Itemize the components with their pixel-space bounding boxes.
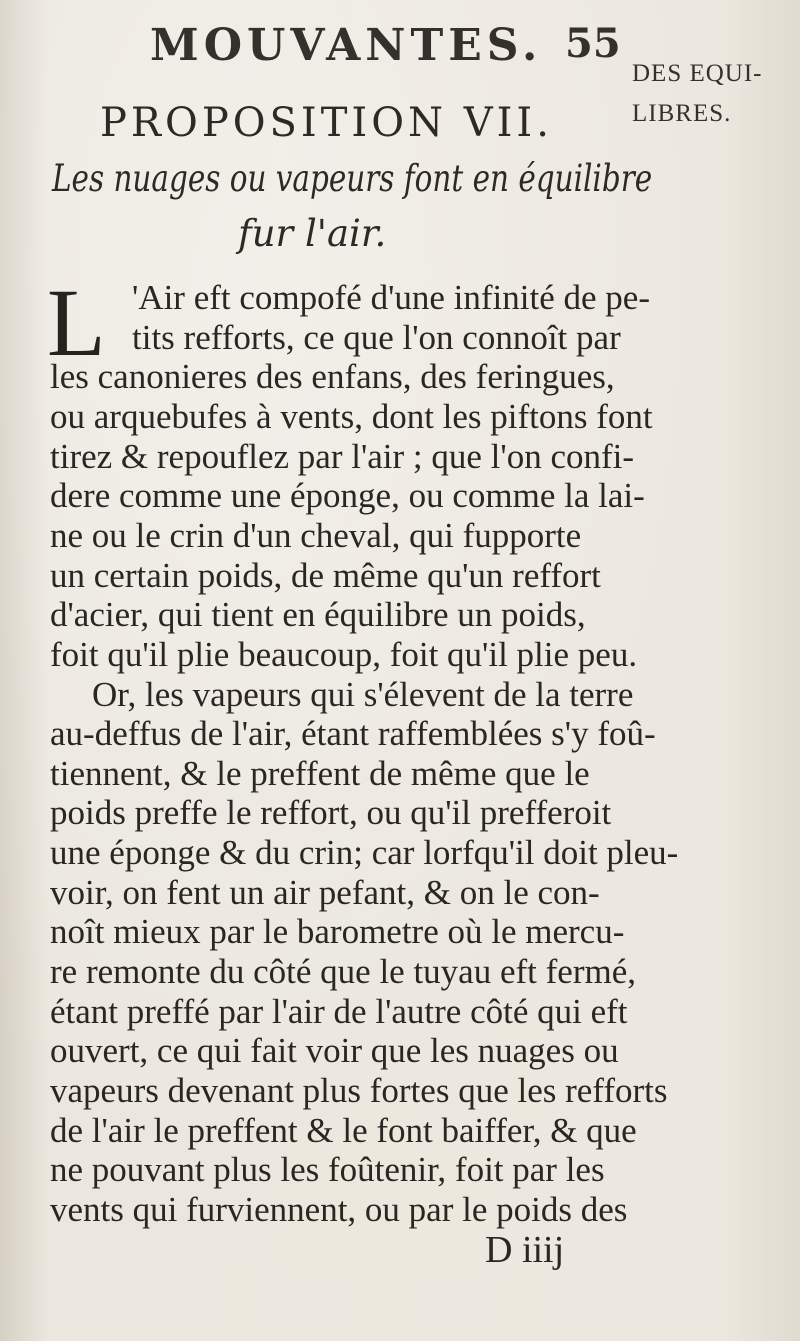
text-line-8: un certain poids, de même qu'un reffort bbox=[50, 555, 601, 595]
text-line-16: voir, on fent un air pefant, & on le con- bbox=[50, 872, 600, 912]
text-line-17: noît mieux par le barometre où le mercu- bbox=[50, 912, 625, 952]
proposition-heading: PROPOSITION VII. bbox=[100, 100, 553, 146]
text-line-22: de l'air le preffent & le font baiffer, & que bbox=[50, 1110, 637, 1150]
text-line-21: vapeurs devenant plus fortes que les refforts bbox=[50, 1071, 668, 1111]
text-line-3: les canonieres des enfans, des feringues, bbox=[50, 357, 615, 397]
proposition-subtitle-line-2: fur l'air. bbox=[238, 212, 387, 255]
page-number: 55 bbox=[565, 20, 621, 67]
text-line-12: au-deffus de l'air, étant raffemblées s'y foû- bbox=[50, 714, 656, 754]
text-line-2: tits refforts, ce que l'on connoît par bbox=[132, 317, 621, 357]
text-line-7: ne ou le crin d'un cheval, qui fupporte bbox=[50, 515, 582, 555]
text-line-13: tiennent, & le preffent de même que le bbox=[50, 753, 590, 793]
running-title: MOUVANTES. bbox=[150, 20, 543, 71]
text-line-11: Or, les vapeurs qui s'élevent de la terre bbox=[92, 674, 634, 714]
text-line-20: ouvert, ce qui fait voir que les nuages ou bbox=[50, 1031, 619, 1071]
text-line-14: poids preffe le reffort, ou qu'il prefferoit bbox=[50, 793, 612, 833]
text-line-9: d'acier, qui tient en équilibre un poids, bbox=[50, 595, 586, 635]
signature-mark: D iiij bbox=[485, 1228, 565, 1271]
margin-note-line-1: DES EQUI- bbox=[632, 60, 763, 87]
text-line-23: ne pouvant plus les foûtenir, foit par les bbox=[50, 1150, 605, 1190]
text-line-1: 'Air eft compofé d'une infinité de pe- bbox=[132, 278, 650, 317]
text-line-19: étant preffé par l'air de l'autre côté qui eft bbox=[50, 991, 628, 1031]
text-line-15: une éponge & du crin; car lorfqu'il doit pleu- bbox=[50, 833, 679, 873]
text-line-18: re remonte du côté que le tuyau eft fermé, bbox=[50, 952, 636, 992]
margin-note-line-2: LIBRES. bbox=[632, 100, 732, 127]
text-line-5: tirez & repouflez par l'air ; que l'on confi- bbox=[50, 436, 635, 476]
text-line-24: vents qui furviennent, ou par le poids des bbox=[50, 1190, 628, 1229]
text-line-4: ou arquebufes à vents, dont les piftons font bbox=[50, 396, 653, 436]
text-line-10: foit qu'il plie beaucoup, foit qu'il plie peu. bbox=[50, 634, 638, 674]
proposition-subtitle-line-1: Les nuages ou vapeurs font en équilibre bbox=[52, 157, 653, 200]
text-line-6: dere comme une éponge, ou comme la lai- bbox=[50, 476, 645, 516]
drop-cap: L bbox=[47, 269, 106, 376]
